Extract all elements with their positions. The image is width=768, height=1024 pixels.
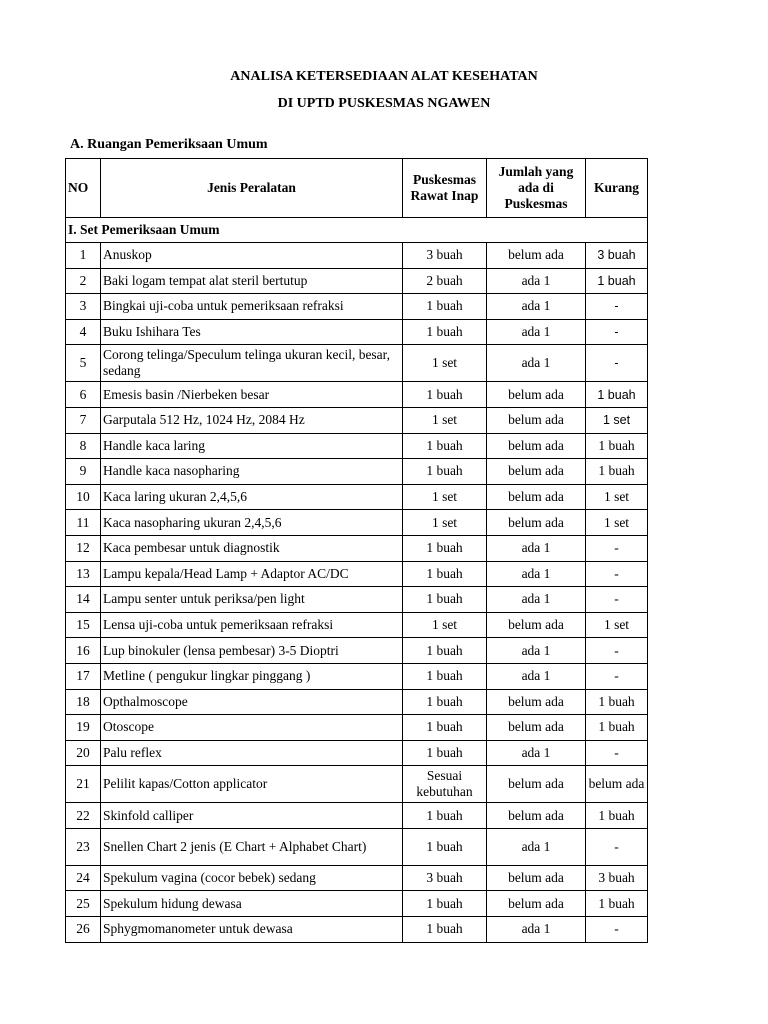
required-quantity: 1 set xyxy=(403,484,487,510)
equipment-name: Lup binokuler (lensa pembesar) 3-5 Dioptri xyxy=(101,638,403,664)
equipment-name: Opthalmoscope xyxy=(101,689,403,715)
equipment-name: Spekulum hidung dewasa xyxy=(101,891,403,917)
shortage-quantity: - xyxy=(586,638,648,664)
equipment-name: Corong telinga/Speculum telinga ukuran kecil, besar, sedang xyxy=(101,345,403,382)
shortage-quantity: belum ada xyxy=(586,766,648,803)
shortage-quantity: 1 buah xyxy=(586,459,648,485)
row-number: 10 xyxy=(66,484,101,510)
subheader-set-pemeriksaan-umum: I. Set Pemeriksaan Umum xyxy=(66,218,648,243)
available-quantity: ada 1 xyxy=(487,294,586,320)
header-no: NO xyxy=(66,159,101,218)
header-kurang: Kurang xyxy=(586,159,648,218)
shortage-quantity: 1 buah xyxy=(586,715,648,741)
row-number: 7 xyxy=(66,407,101,433)
shortage-quantity: 1 buah xyxy=(586,433,648,459)
table-row xyxy=(66,803,648,829)
table-row xyxy=(66,612,648,638)
shortage-quantity: 1 set xyxy=(586,612,648,638)
equipment-name: Baki logam tempat alat steril bertutup xyxy=(101,268,403,294)
shortage-quantity: 1 buah xyxy=(586,891,648,917)
required-quantity: 1 set xyxy=(403,612,487,638)
available-quantity: ada 1 xyxy=(487,638,586,664)
table-row xyxy=(66,382,648,408)
equipment-name: Handle kaca nasopharing xyxy=(101,459,403,485)
available-quantity: belum ada xyxy=(487,612,586,638)
available-quantity: belum ada xyxy=(487,382,586,408)
row-number: 12 xyxy=(66,535,101,561)
table-row xyxy=(66,294,648,320)
required-quantity: 1 set xyxy=(403,345,487,382)
available-quantity: ada 1 xyxy=(487,828,586,865)
available-quantity: belum ada xyxy=(487,715,586,741)
table-row xyxy=(66,828,648,865)
table-row xyxy=(66,663,648,689)
shortage-quantity: - xyxy=(586,828,648,865)
row-number: 24 xyxy=(66,865,101,891)
row-number: 1 xyxy=(66,243,101,269)
available-quantity: ada 1 xyxy=(487,917,586,943)
row-number: 4 xyxy=(66,319,101,345)
available-quantity: belum ada xyxy=(487,865,586,891)
shortage-quantity: 1 buah xyxy=(586,268,648,294)
table-row xyxy=(66,345,648,382)
document-title: ANALISA KETERSEDIAAN ALAT KESEHATAN xyxy=(230,69,538,84)
required-quantity: 3 buah xyxy=(403,865,487,891)
equipment-name: Kaca nasopharing ukuran 2,4,5,6 xyxy=(101,510,403,536)
available-quantity: ada 1 xyxy=(487,345,586,382)
table-row xyxy=(66,484,648,510)
equipment-name: Emesis basin /Nierbeken besar xyxy=(101,382,403,408)
row-number: 17 xyxy=(66,663,101,689)
row-number: 25 xyxy=(66,891,101,917)
table-row xyxy=(66,766,648,803)
row-number: 8 xyxy=(66,433,101,459)
required-quantity: 1 buah xyxy=(403,689,487,715)
required-quantity: 1 buah xyxy=(403,561,487,587)
table-row xyxy=(66,561,648,587)
equipment-name: Garputala 512 Hz, 1024 Hz, 2084 Hz xyxy=(101,407,403,433)
available-quantity: ada 1 xyxy=(487,319,586,345)
row-number: 11 xyxy=(66,510,101,536)
header-jumlah-ada: Jumlah yang ada di Puskesmas xyxy=(487,159,586,218)
equipment-name: Lampu senter untuk periksa/pen light xyxy=(101,587,403,613)
available-quantity: belum ada xyxy=(487,803,586,829)
table-row xyxy=(66,587,648,613)
available-quantity: ada 1 xyxy=(487,587,586,613)
table-row xyxy=(66,535,648,561)
row-number: 26 xyxy=(66,917,101,943)
required-quantity: 1 buah xyxy=(403,535,487,561)
equipment-name: Handle kaca laring xyxy=(101,433,403,459)
shortage-quantity: 1 set xyxy=(586,407,648,433)
required-quantity: 1 buah xyxy=(403,828,487,865)
document-subtitle: DI UPTD PUSKESMAS NGAWEN xyxy=(277,96,491,111)
row-number: 14 xyxy=(66,587,101,613)
available-quantity: ada 1 xyxy=(487,268,586,294)
required-quantity: 1 buah xyxy=(403,638,487,664)
equipment-name: Lampu kepala/Head Lamp + Adaptor AC/DC xyxy=(101,561,403,587)
table-row xyxy=(66,740,648,766)
required-quantity: 1 buah xyxy=(403,803,487,829)
available-quantity: ada 1 xyxy=(487,535,586,561)
shortage-quantity: - xyxy=(586,561,648,587)
available-quantity: ada 1 xyxy=(487,663,586,689)
equipment-name: Spekulum vagina (cocor bebek) sedang xyxy=(101,865,403,891)
required-quantity: 1 buah xyxy=(403,459,487,485)
shortage-quantity: - xyxy=(586,345,648,382)
available-quantity: ada 1 xyxy=(487,561,586,587)
table-row xyxy=(66,407,648,433)
table-row xyxy=(66,891,648,917)
row-number: 13 xyxy=(66,561,101,587)
required-quantity: 1 set xyxy=(403,510,487,536)
shortage-quantity: 1 set xyxy=(586,484,648,510)
equipment-name: Lensa uji-coba untuk pemeriksaan refraksi xyxy=(101,612,403,638)
available-quantity: ada 1 xyxy=(487,740,586,766)
equipment-name: Pelilit kapas/Cotton applicator xyxy=(101,766,403,803)
table-row xyxy=(66,917,648,943)
required-quantity: 1 buah xyxy=(403,319,487,345)
shortage-quantity: 1 buah xyxy=(586,689,648,715)
required-quantity: Sesuai kebutuhan xyxy=(403,766,487,803)
row-number: 15 xyxy=(66,612,101,638)
available-quantity: belum ada xyxy=(487,766,586,803)
required-quantity: 1 buah xyxy=(403,294,487,320)
row-number: 18 xyxy=(66,689,101,715)
table-row xyxy=(66,865,648,891)
equipment-name: Metline ( pengukur lingkar pinggang ) xyxy=(101,663,403,689)
equipment-name: Anuskop xyxy=(101,243,403,269)
available-quantity: belum ada xyxy=(487,433,586,459)
required-quantity: 2 buah xyxy=(403,268,487,294)
equipment-name: Otoscope xyxy=(101,715,403,741)
row-number: 9 xyxy=(66,459,101,485)
shortage-quantity: - xyxy=(586,740,648,766)
required-quantity: 1 buah xyxy=(403,382,487,408)
header-puskesmas-rawat-inap: Puskesmas Rawat Inap xyxy=(403,159,487,218)
section-heading: A. Ruangan Pemeriksaan Umum xyxy=(70,137,268,152)
available-quantity: belum ada xyxy=(487,243,586,269)
equipment-name: Skinfold calliper xyxy=(101,803,403,829)
required-quantity: 3 buah xyxy=(403,243,487,269)
required-quantity: 1 buah xyxy=(403,587,487,613)
shortage-quantity: - xyxy=(586,587,648,613)
table-row xyxy=(66,459,648,485)
required-quantity: 1 buah xyxy=(403,740,487,766)
shortage-quantity: - xyxy=(586,917,648,943)
equipment-name: Palu reflex xyxy=(101,740,403,766)
available-quantity: belum ada xyxy=(487,484,586,510)
row-number: 2 xyxy=(66,268,101,294)
header-jenis-peralatan: Jenis Peralatan xyxy=(101,159,403,218)
row-number: 5 xyxy=(66,345,101,382)
table-row xyxy=(66,715,648,741)
equipment-name: Buku Ishihara Tes xyxy=(101,319,403,345)
shortage-quantity: 3 buah xyxy=(586,243,648,269)
equipment-name: Kaca laring ukuran 2,4,5,6 xyxy=(101,484,403,510)
equipment-name: Kaca pembesar untuk diagnostik xyxy=(101,535,403,561)
row-number: 23 xyxy=(66,828,101,865)
shortage-quantity: 1 set xyxy=(586,510,648,536)
equipment-name: Snellen Chart 2 jenis (E Chart + Alphabet Chart) xyxy=(101,828,403,865)
shortage-quantity: 1 buah xyxy=(586,382,648,408)
table-row xyxy=(66,510,648,536)
row-number: 20 xyxy=(66,740,101,766)
available-quantity: belum ada xyxy=(487,407,586,433)
required-quantity: 1 buah xyxy=(403,891,487,917)
required-quantity: 1 buah xyxy=(403,663,487,689)
row-number: 3 xyxy=(66,294,101,320)
equipment-name: Bingkai uji-coba untuk pemeriksaan refraksi xyxy=(101,294,403,320)
available-quantity: belum ada xyxy=(487,891,586,917)
table-row xyxy=(66,433,648,459)
table-row xyxy=(66,689,648,715)
table-row xyxy=(66,319,648,345)
shortage-quantity: - xyxy=(586,535,648,561)
shortage-quantity: - xyxy=(586,319,648,345)
table-row xyxy=(66,268,648,294)
available-quantity: belum ada xyxy=(487,459,586,485)
table-subheader-row xyxy=(66,218,648,243)
row-number: 16 xyxy=(66,638,101,664)
required-quantity: 1 set xyxy=(403,407,487,433)
table-header-row xyxy=(66,159,648,218)
required-quantity: 1 buah xyxy=(403,433,487,459)
table-row xyxy=(66,243,648,269)
row-number: 19 xyxy=(66,715,101,741)
row-number: 6 xyxy=(66,382,101,408)
available-quantity: belum ada xyxy=(487,510,586,536)
available-quantity: belum ada xyxy=(487,689,586,715)
shortage-quantity: 3 buah xyxy=(586,865,648,891)
required-quantity: 1 buah xyxy=(403,917,487,943)
row-number: 22 xyxy=(66,803,101,829)
equipment-name: Sphygmomanometer untuk dewasa xyxy=(101,917,403,943)
equipment-table xyxy=(65,158,648,943)
row-number: 21 xyxy=(66,766,101,803)
table-row xyxy=(66,638,648,664)
shortage-quantity: - xyxy=(586,294,648,320)
shortage-quantity: 1 buah xyxy=(586,803,648,829)
shortage-quantity: - xyxy=(586,663,648,689)
required-quantity: 1 buah xyxy=(403,715,487,741)
